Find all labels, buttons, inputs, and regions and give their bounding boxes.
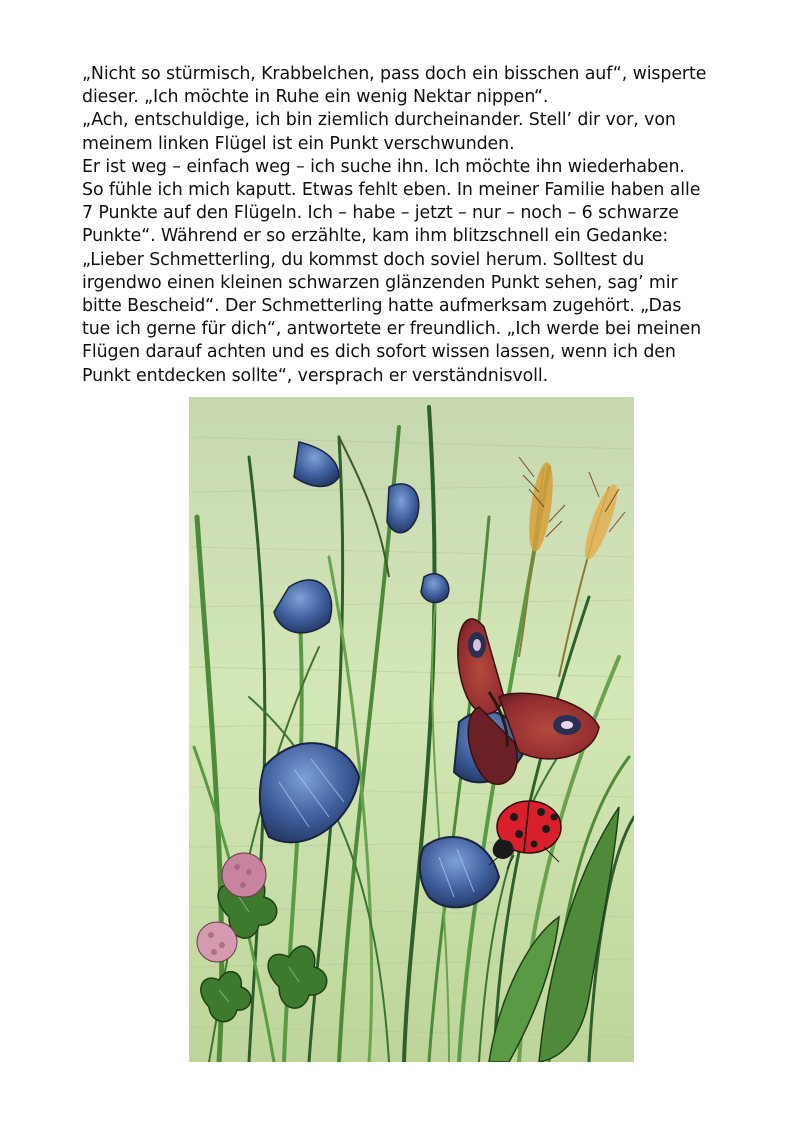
story-line: „Nicht so stürmisch, Krabbelchen, pass doch ein bisschen auf“, wisperte [82,64,707,84]
story-line: „Ach, entschuldige, ich bin ziemlich durcheinander. Stell’ dir vor, von [82,110,676,131]
meadow-drawing [189,397,634,1062]
story-line: irgendwo einen kleinen schwarzen glänzenden Punkt sehen, sag’ mir [82,272,678,293]
story-line: 7 Punkte auf den Flügeln. Ich – habe – jetzt – nur – noch – 6 schwarze [82,203,679,224]
story-line: meinem linken Flügel ist ein Punkt verschwunden. [82,133,515,154]
story-line: dieser. „Ich möchte in Ruhe ein wenig Nektar nippen“. [82,87,549,108]
story-line: tue ich gerne für dich“, antwortete er freundlich. „Ich werde bei meinen [82,319,702,340]
story-line: So fühle ich mich kaputt. Etwas fehlt eben. In meiner Familie haben alle [82,180,701,201]
story-line: „Lieber Schmetterling, du kommst doch soviel herum. Solltest du [82,249,645,270]
story-line: Er ist weg – einfach weg – ich suche ihn. Ich möchte ihn wiederhaben. [82,156,685,177]
story-line: Punkte“. Während er so erzählte, kam ihm blitzschnell ein Gedanke: [82,226,669,247]
story-text [82,63,742,388]
story-line: Flügen darauf achten und es dich sofort wissen lassen, wenn ich den [82,342,676,363]
story-line: bitte Bescheid“. Der Schmetterling hatte aufmerksam zugehört. „Das [82,296,682,317]
story-line: Punkt entdecken sollte“, versprach er verständnisvoll. [82,365,549,386]
meadow-illustration [189,397,634,1062]
